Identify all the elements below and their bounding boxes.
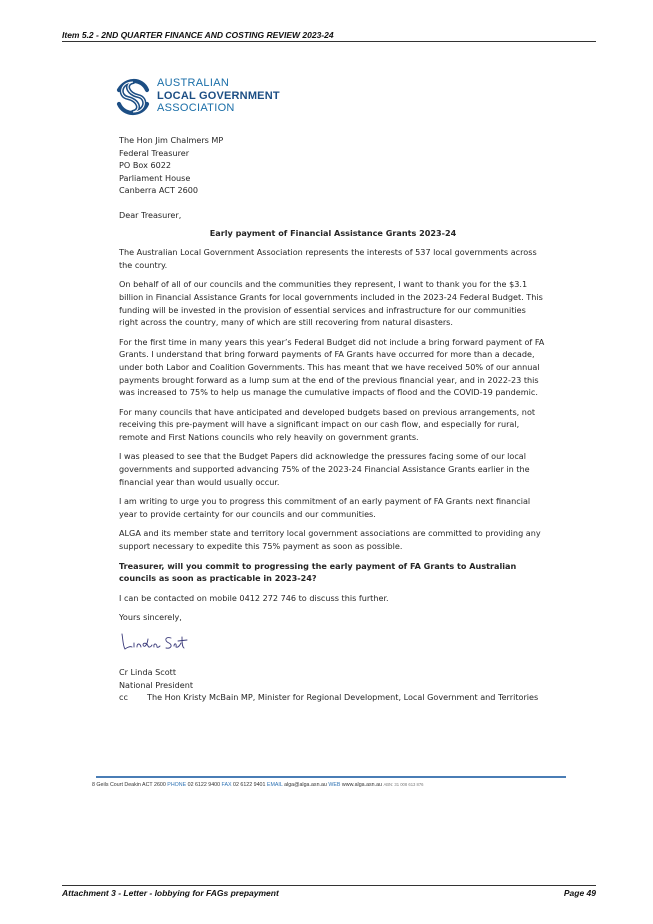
- footer-address: 8 Geils Court Deakin ACT 2600: [92, 782, 166, 788]
- attachment-title: Attachment 3 - Letter - lobbying for FAGs prepayment: [62, 888, 279, 898]
- recipient-name: The Hon Jim Chalmers MP: [119, 135, 224, 145]
- paragraph: The Australian Local Government Association represents the interests of 537 local governments across the country.: [119, 247, 537, 270]
- page-number: Page 49: [563, 888, 596, 898]
- paragraph: On behalf of all of our councils and the communities they represent, I want to thank you for the $3.1 billion in Financial Assistance Grants for local governments included in the 2023-24 Federal Budget. This funding will be invested in the provision of essential services and infrastructure for our communities right across the country, many of which are still recovering from natural disasters.: [119, 279, 543, 328]
- footer-web[interactable]: www.alga.asn.au: [341, 782, 382, 788]
- footer-email[interactable]: alga@alga.asn.au: [284, 782, 327, 788]
- footer-abn: ABN: 31 008 613 876: [383, 782, 424, 787]
- recipient-title: Federal Treasurer: [119, 147, 190, 158]
- cc-text: The Hon Kristy McBain MP, Minister for Regional Development, Local Government and Territories: [147, 692, 539, 703]
- footer-web-label: WEB: [328, 782, 341, 788]
- key-question: Treasurer, will you commit to progressing the early payment of FA Grants to Australian councils as soon as practicable in 2023-24?: [119, 560, 517, 584]
- alga-logo: [112, 76, 312, 122]
- logo-line-1: AUSTRALIAN: [157, 77, 230, 89]
- logo-line-2: LOCAL GOVERNMENT: [157, 89, 280, 102]
- letterhead-footer: [92, 782, 592, 788]
- contact-line: I can be contacted on mobile 0412 272 746 to discuss this further.: [119, 592, 389, 603]
- letter-body: [119, 134, 547, 704]
- paragraph: For the first time in many years this year’s Federal Budget did not include a bring forward payment of FA Grants. I understand that bring forward payments of FA Grants have occurred for more than a decade, under both Labor and Coalition Governments. This has meant that we have received 50% of our annual payments brought forward as a lump sum at the end of the previous financial year, and in 2022-23 this was increased to 75% to help us manage the cumulative impacts of flood and the COVID-19 pandemic.: [119, 336, 545, 398]
- letter-subject: Early payment of Financial Assistance Grants 2023-24: [209, 227, 457, 238]
- alga-knot-logo-icon: [112, 76, 154, 118]
- signature: [119, 626, 547, 656]
- signatory-title: National President: [119, 679, 194, 690]
- recipient-city: Canberra ACT 2600: [119, 185, 199, 196]
- recipient-address: [119, 134, 547, 197]
- paragraph: ALGA and its member state and territory local government associations are committed to providing any support necessary to expedite this 75% payment as soon as possible.: [119, 528, 541, 552]
- recipient-building: Parliament House: [119, 172, 191, 183]
- paragraph: I am writing to urge you to progress this commitment of an early payment of FA Grants next financial year to provide certainty for our councils and our communities.: [119, 496, 531, 519]
- signatory-name: Cr Linda Scott: [119, 667, 176, 677]
- paragraph: I was pleased to see that the Budget Papers did acknowledge the pressures facing some of our local governments and supported advancing 75% of the 2023-24 Financial Assistance Grants earlier in the financial year than would usually occur.: [119, 451, 530, 487]
- page-header: Item 5.2 - 2ND QUARTER FINANCE AND COSTING REVIEW 2023-24: [62, 30, 596, 42]
- footer-divider: [96, 776, 566, 778]
- page-footer: [62, 885, 596, 898]
- salutation: Dear Treasurer,: [119, 209, 182, 220]
- recipient-po-box: PO Box 6022: [119, 160, 172, 171]
- cc-label: cc: [119, 692, 128, 703]
- footer-fax: 02 6122 9401: [233, 782, 266, 788]
- handwritten-signature: [119, 626, 189, 654]
- footer-phone: 02 6122 9400: [187, 782, 221, 788]
- footer-fax-label: FAX: [221, 782, 232, 788]
- cc-line: [119, 691, 547, 704]
- closing: Yours sincerely,: [119, 612, 182, 623]
- paragraph: For many councils that have anticipated and developed budgets based on previous arrangements, not receiving this pre-payment will have a significant impact on our cash flow, and especially for rural, remote and First Nations councils who rely heavily on government grants.: [119, 406, 536, 442]
- footer-email-label: EMAIL: [266, 782, 283, 788]
- footer-phone-label: PHONE: [167, 782, 187, 788]
- logo-line-3: ASSOCIATION: [157, 102, 235, 114]
